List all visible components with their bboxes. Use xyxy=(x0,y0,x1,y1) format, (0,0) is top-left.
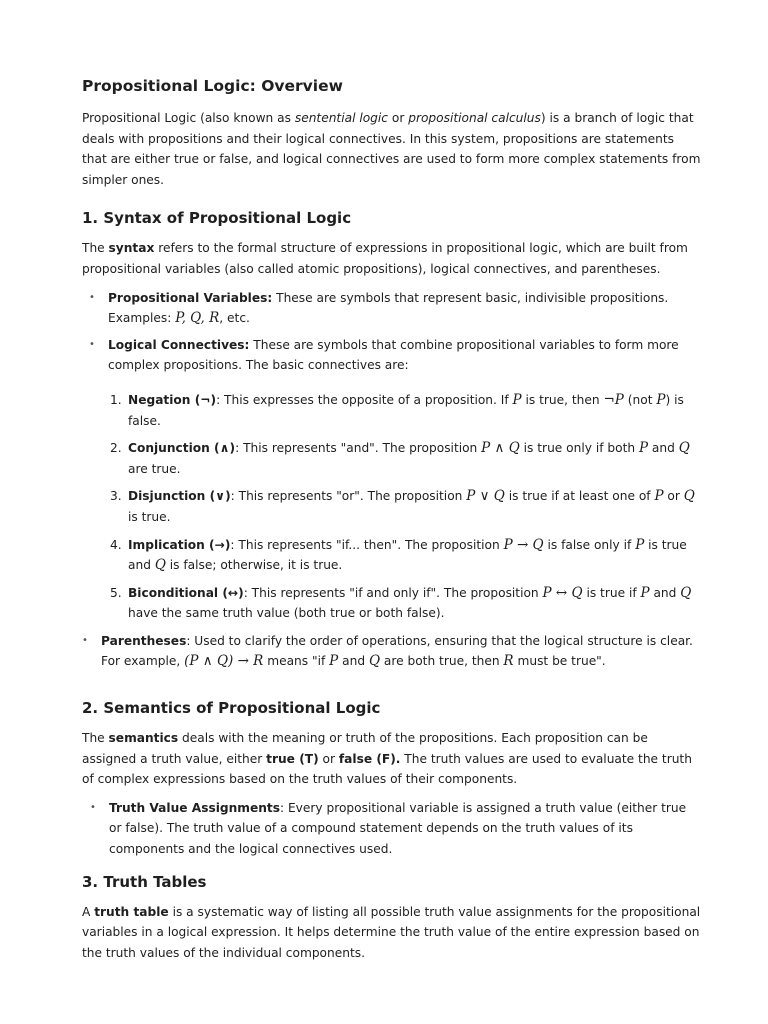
list-item-propositional-variables: • Propositional Variables: These are symbols that represent basic, indivisible propositions. Examples: P, Q, R, etc. xyxy=(108,288,702,329)
list-item-disjunction: 3. Disjunction (∨): This represents "or". The proposition P ∨ Q is true if at least one of P or Q is true. xyxy=(110,488,695,524)
parentheses-list xyxy=(82,631,702,672)
list-item-parentheses: • Parentheses: Used to clarify the order of operations, ensuring that the logical structure is clear. For example, (P ∧ Q) → R means "if P and Q are both true, then R must be true". xyxy=(101,631,702,672)
intro-paragraph: Propositional Logic (also known as sentential logic or propositional calculus) is a branch of logic that deals with propositions and their logical connectives. In this system, propositions are statements that are either true or false, and logical connectives are used to form more complex statements from simpler ones. xyxy=(82,111,701,187)
page-title: Propositional Logic: Overview xyxy=(82,77,343,95)
connectives-list xyxy=(108,390,702,624)
semantics-heading: 2. Semantics of Propositional Logic xyxy=(82,699,381,718)
syntax-list xyxy=(82,288,702,624)
list-item-implication: 4. Implication (→): This represents "if... then". The proposition P → Q is false only if P is true and Q is false; otherwise, it is true. xyxy=(110,536,687,574)
list-item-logical-connectives: • Logical Connectives: These are symbols that combine propositional variables to form more complex propositions. The basic connectives are: 1. Negation (¬): This expresses the opposite of a proposition. If P is true, then ¬P (not P) is false. 2. Conjunction (∧): This represents "and". The proposition P ∧ Q is true only if both P and Q are true. 3. Disjunction (∨): This represents "or". The proposition P ∨ Q is true if at least one of P or Q is true. 4. Implication (→): This represents "if... then". The proposition P → Q is false only if P is true and Q is false; otherwise, it is true. 5. Biconditional (↔): This represents "if and only if". The proposition P ↔ Q is true if P and Q have the same truth value (both true or both false). xyxy=(108,335,702,624)
document-content xyxy=(82,76,702,963)
list-item-biconditional: 5. Biconditional (↔): This represents "if and only if". The proposition P ↔ Q is true if P and Q have the same truth value (both true or both false). xyxy=(110,584,692,621)
truth-tables-paragraph: A truth table is a systematic way of listing all possible truth value assignments for the propositional variables in a logical expression. It helps determine the truth value of the entire expression based on the truth values of the individual components. xyxy=(82,904,701,960)
syntax-paragraph: The syntax refers to the formal structure of expressions in propositional logic, which are built from propositional variables (also called atomic propositions), logical connectives, and parentheses. xyxy=(82,241,688,276)
semantics-paragraph: The semantics deals with the meaning or truth of the propositions. Each proposition can be assigned a truth value, either true (T) or false (F). The truth values are used to evaluate the truth of complex expressions based on the truth values of their components. xyxy=(82,731,692,787)
list-item-negation: 1. Negation (¬): This expresses the opposite of a proposition. If P is true, then ¬P (not P) is false. xyxy=(110,391,684,428)
list-item-truth-value-assignments: • Truth Value Assignments: Every propositional variable is assigned a truth value (either true or false). The truth value of a compound statement depends on the truth values of its components and the logical connectives used. xyxy=(109,798,702,860)
truth-tables-heading: 3. Truth Tables xyxy=(82,872,207,891)
list-item-conjunction: 2. Conjunction (∧): This represents "and". The proposition P ∧ Q is true only if both P and Q are true. xyxy=(110,440,690,476)
semantics-list xyxy=(82,798,702,860)
syntax-heading: 1. Syntax of Propositional Logic xyxy=(82,209,352,228)
